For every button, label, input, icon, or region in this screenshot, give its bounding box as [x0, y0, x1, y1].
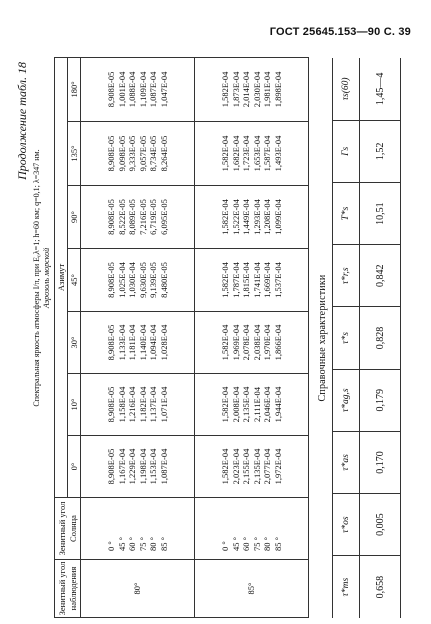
- continuation-label: Продолжение табл. 18: [15, 62, 29, 180]
- azimuth-45: 45°: [68, 249, 81, 312]
- value: 1,182E-04: [137, 386, 148, 423]
- sun-angle: 80 °: [262, 536, 272, 551]
- reference-title: Справочные характеристики: [317, 274, 328, 402]
- value: 1,669E-04: [262, 262, 272, 298]
- value-cell: [195, 249, 309, 312]
- azimuth-0: 0°: [68, 436, 81, 498]
- value: 1,582E-04: [220, 386, 230, 423]
- value: 1,030E-04: [127, 262, 137, 298]
- value: 1,087E-04: [148, 71, 158, 108]
- ref-value: 0,005: [360, 494, 401, 556]
- value-cell: [81, 57, 195, 121]
- sun-angle: 45 °: [230, 536, 241, 551]
- value: 9,098E-05: [116, 135, 127, 172]
- sun-angle: 60 °: [241, 536, 251, 551]
- value-cell: [195, 57, 309, 121]
- value-cell: [195, 122, 309, 186]
- ref-symbol: τ*ms: [333, 556, 360, 618]
- value: 1,898E-04: [272, 71, 283, 108]
- value-cell: [81, 312, 195, 374]
- table-caption: Спектральная яркость атмосферы I/π, при E₀λ=1; h=60 км; q=0,1; λ=347 нм.: [32, 149, 41, 407]
- value: 1,582E-04: [220, 448, 230, 485]
- sun-angle: 85 °: [272, 536, 283, 551]
- value-cell: [81, 436, 195, 498]
- ref-value: 0,170: [360, 431, 401, 493]
- value: 1,158E-04: [116, 386, 127, 423]
- value: 1,873E-04: [230, 71, 241, 108]
- value: 8,908E-05: [106, 199, 116, 235]
- value: 8,908E-05: [106, 71, 116, 108]
- value-cell: [81, 186, 195, 249]
- value: 2,014E-04: [241, 71, 251, 108]
- value: 1,025E-04: [116, 262, 127, 298]
- ref-value: 1,52: [360, 120, 401, 182]
- ref-value: 0,828: [360, 307, 401, 369]
- value: 1,208E-04: [262, 199, 272, 235]
- ref-value: 0,179: [360, 369, 401, 431]
- sun-angle: 80 °: [148, 536, 158, 551]
- azimuth-180: 180°: [68, 57, 81, 121]
- value: 8,734E-05: [148, 135, 158, 172]
- value: 1,071E-04: [158, 386, 169, 423]
- value: 2,038E-04: [251, 324, 262, 361]
- ref-symbol: τ*r,s: [333, 245, 360, 307]
- value: 1,582E-04: [220, 71, 230, 108]
- value: 2,111E-04: [251, 386, 262, 423]
- value: 1,741E-04: [251, 262, 262, 298]
- value: 8,480E-05: [158, 262, 169, 298]
- value: 8,908E-05: [106, 324, 116, 361]
- value: 1,582E-04: [220, 324, 230, 361]
- header-observer-angle: Зенитный угол наблюдения: [55, 560, 81, 618]
- value-cell: [195, 312, 309, 374]
- page-header: ГОСТ 25645.153—90 С. 39: [269, 26, 411, 38]
- ref-symbol: τ*ag,s: [333, 369, 360, 431]
- sun-angles-cell: [81, 498, 195, 560]
- ref-symbol: τ*s: [333, 307, 360, 369]
- rotated-page: [10, 58, 404, 618]
- value-cell: [81, 249, 195, 312]
- value: 1,522E-04: [230, 199, 241, 235]
- value-cell: [195, 436, 309, 498]
- value: 1,587E-04: [262, 135, 272, 172]
- sun-angles-cell: [195, 498, 309, 560]
- value: 8,522E-05: [116, 199, 127, 235]
- value: 1,970E-04: [262, 324, 272, 361]
- value: 1,216E-04: [127, 386, 137, 423]
- value: 1,140E-04: [137, 324, 148, 361]
- value: 8,908E-05: [106, 262, 116, 298]
- value: 2,008E-04: [230, 386, 241, 423]
- ref-symbol: T*s: [333, 182, 360, 244]
- value: 8,264E-05: [158, 135, 169, 172]
- sun-angle: 0 °: [220, 541, 230, 551]
- ref-symbol: τs(60): [333, 58, 360, 120]
- value: 1,229E-04: [127, 448, 137, 485]
- value: 1,944E-04: [272, 386, 283, 423]
- value: 1,972E-04: [272, 448, 283, 485]
- value: 1,582E-04: [220, 262, 230, 298]
- value: 1,449E-04: [241, 199, 251, 235]
- value: 1,088E-04: [127, 71, 137, 108]
- value-cell: [195, 374, 309, 436]
- value: 1,087E-04: [158, 448, 169, 485]
- ref-value: 10,51: [360, 182, 401, 244]
- radiance-table: [54, 57, 309, 618]
- value: 1,582E-04: [220, 135, 230, 172]
- value: 1,094E-04: [148, 324, 158, 361]
- value: 6,095E-05: [158, 199, 169, 235]
- value: 1,815E-04: [241, 262, 251, 298]
- ref-value: 1,45—4: [360, 58, 401, 120]
- header-azimuth: Азимут: [55, 57, 68, 497]
- ref-symbol: τ*as: [333, 431, 360, 493]
- table-subcaption: Аэрозоль морской: [42, 247, 51, 309]
- ref-value: 0,658: [360, 556, 401, 618]
- value-cell: [195, 186, 309, 249]
- azimuth-30: 30°: [68, 312, 81, 374]
- value: 1,133E-04: [116, 324, 127, 361]
- sun-angle: 85 °: [158, 536, 169, 551]
- value: 1,137E-04: [148, 386, 158, 423]
- value: 2,155E-04: [241, 448, 251, 485]
- reference-table: [332, 58, 401, 618]
- value: 1,787E-04: [230, 262, 241, 298]
- value: 9,630E-05: [137, 262, 148, 298]
- value-cell: [81, 122, 195, 186]
- value: 1,723E-04: [241, 135, 251, 172]
- value: 1,969E-04: [230, 324, 241, 361]
- observer-angle-85: 85°: [195, 560, 309, 618]
- value: 8,908E-05: [106, 135, 116, 172]
- ref-symbol: τ*os: [333, 494, 360, 556]
- observer-angle-80: 80°: [81, 560, 195, 618]
- value: 1,981E-04: [262, 71, 272, 108]
- value: 2,030E-04: [251, 71, 262, 108]
- value: 1,109E-04: [137, 71, 148, 108]
- value: 2,135E-04: [241, 386, 251, 423]
- value: 1,866E-04: [272, 324, 283, 361]
- sun-angle: 45 °: [116, 536, 127, 551]
- value: 2,046E-04: [262, 386, 272, 423]
- value-cell: [81, 374, 195, 436]
- ref-value: 0,842: [360, 245, 401, 307]
- value: 9,333E-05: [127, 135, 137, 172]
- value: 9,057E-05: [137, 135, 148, 172]
- value: 2,078E-04: [241, 324, 251, 361]
- value: 6,719E-05: [148, 199, 158, 235]
- value: 1,047E-04: [158, 71, 169, 108]
- value: 8,908E-05: [106, 386, 116, 423]
- sun-angle: 60 °: [127, 536, 137, 551]
- value: 7,216E-05: [137, 199, 148, 235]
- azimuth-10: 10°: [68, 374, 81, 436]
- azimuth-135: 135°: [68, 122, 81, 186]
- value: 1,198E-04: [137, 448, 148, 485]
- sun-angle: 0 °: [106, 541, 116, 551]
- value: 1,153E-04: [148, 448, 158, 485]
- value: 1,099E-04: [272, 199, 283, 235]
- value: 1,181E-04: [127, 324, 137, 361]
- table-row: [81, 57, 195, 617]
- value: 1,582E-04: [220, 199, 230, 235]
- table-row: [195, 57, 309, 617]
- value: 1,682E-04: [230, 135, 241, 172]
- value: 2,135E-04: [251, 448, 262, 485]
- value: 2,077E-04: [262, 448, 272, 485]
- value: 8,908E-05: [106, 448, 116, 485]
- value: 8,089E-05: [127, 199, 137, 235]
- value: 1,653E-04: [251, 135, 262, 172]
- value: 1,537E-04: [272, 262, 283, 298]
- sun-angle: 75 °: [251, 536, 262, 551]
- value: 1,493E-04: [272, 135, 283, 172]
- value: 9,139E-05: [148, 262, 158, 298]
- ref-symbol: Γs: [333, 120, 360, 182]
- value: 1,028E-04: [158, 324, 169, 361]
- header-sun-angle: Зенитный угол Солнца: [55, 498, 81, 560]
- sun-angle: 75 °: [137, 536, 148, 551]
- value: 1,167E-04: [116, 448, 127, 485]
- value: 2,023E-04: [230, 448, 241, 485]
- azimuth-90: 90°: [68, 186, 81, 249]
- value: 1,293E-04: [251, 199, 262, 235]
- value: 1,001E-04: [116, 71, 127, 108]
